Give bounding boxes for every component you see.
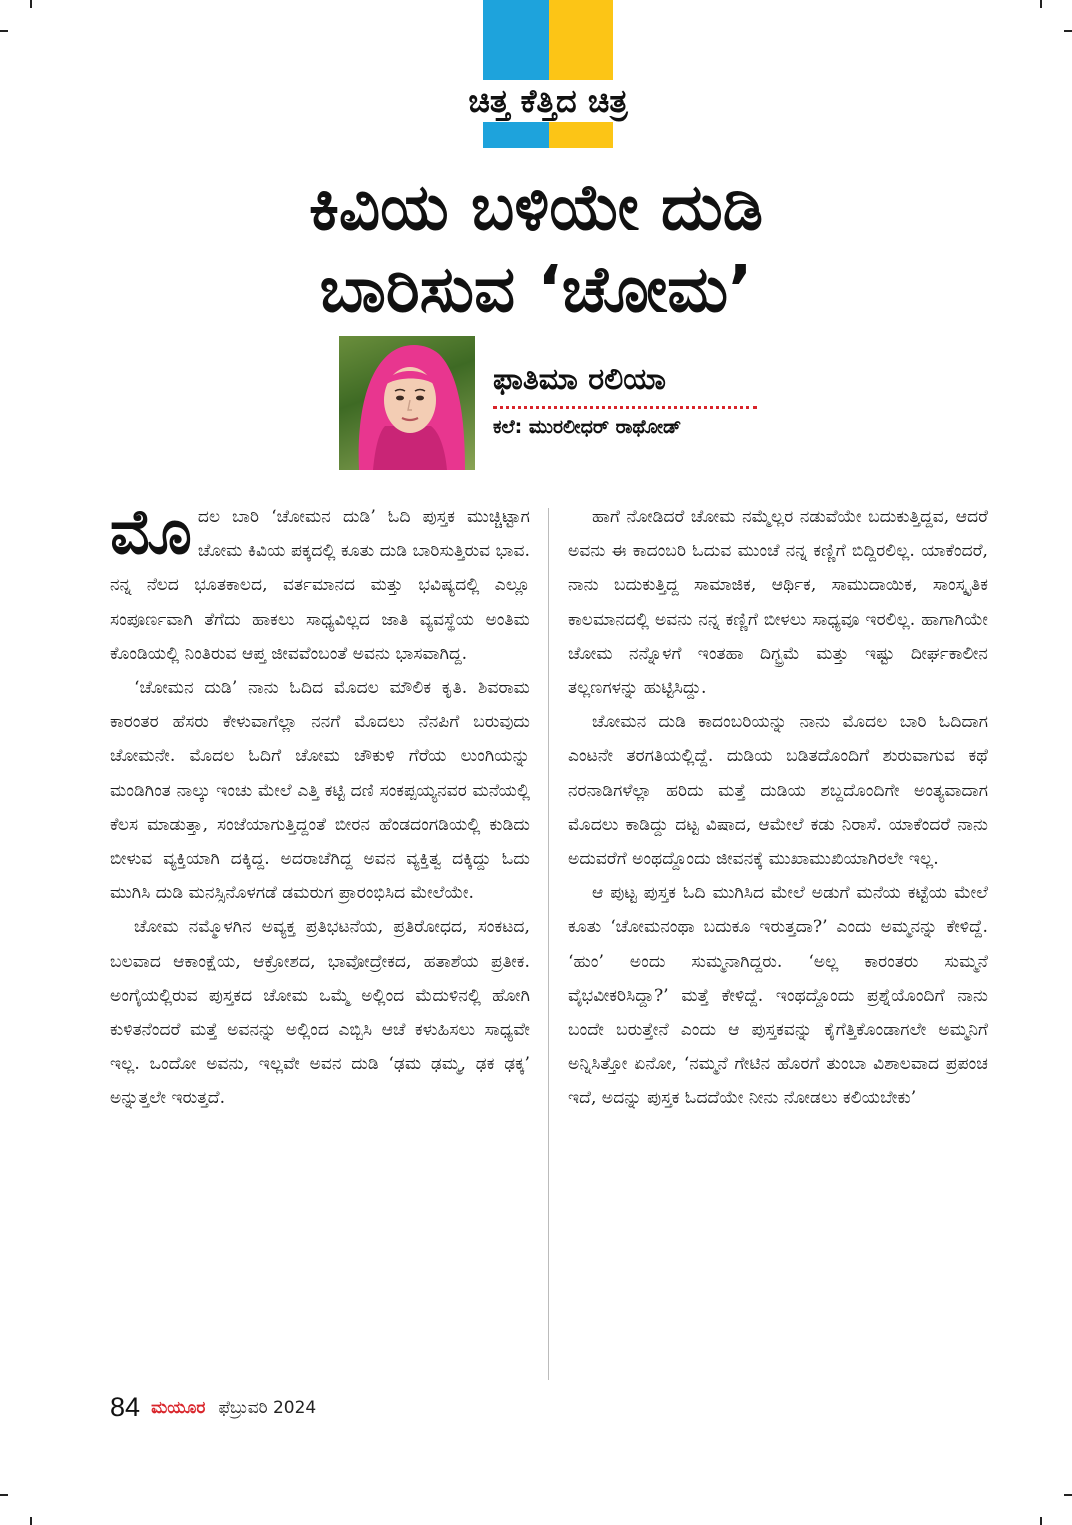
crop-mark: [30, 1517, 32, 1525]
crop-mark: [0, 1494, 8, 1496]
article-paragraph: ‘ಚೋಮನ ದುಡಿ’ ನಾನು ಓದಿದ ಮೊದಲ ಮೌಲಿಕ ಕೃತಿ. ಶಿವರಾಮ ಕಾರಂತರ ಹೆಸರು ಕೇಳುವಾಗೆಲ್ಲಾ ನನಗೆ ಮೊದಲು ನೆನಪಿಗೆ ಬರುವುದು ಚೋಮನೇ. ಮೊದಲ ಓದಿಗೆ ಚೋಮ ಚೌಕುಳಿ ಗೆರೆಯ ಲುಂಗಿಯನ್ನು ಮಂಡಿಗಿಂತ ನಾಲ್ಕು ಇಂಚು ಮೇಲೆ ಎತ್ತಿ ಕಟ್ಟಿ ದಣಿ ಸಂಕಪ್ಪಯ್ಯನವರ ಮನೆಯಲ್ಲಿ ಕೆಲಸ ಮಾಡುತ್ತಾ, ಸಂಜೆಯಾಗುತ್ತಿದ್ದಂತೆ ಬೀರನ ಹೆಂಡದಂಗಡಿಯಲ್ಲಿ ಕುಡಿದು ಬೀಳುವ ವ್ಯಕ್ತಿಯಾಗಿ ದಕ್ಕಿದ್ದ. ಅದರಾಚೆಗಿದ್ದ ಅವನ ವ್ಯಕ್ತಿತ್ವ ದಕ್ಕಿದ್ದು ಓದು ಮುಗಿಸಿ ದುಡಿ ಮನಸ್ಸಿನೊಳಗಡೆ ಡಮರುಗ ಪ್ರಾರಂಭಿಸಿದ ಮೇಲೆಯೇ.: [110, 678, 530, 904]
drop-cap: ಮೊ: [110, 495, 192, 568]
article-paragraph: ಚೋಮ ನಮ್ಮೊಳಗಿನ ಅವ್ಯಕ್ತ ಪ್ರತಿಭಟನೆಯ, ಪ್ರತಿರೋಧದ, ಸಂಕಟದ, ಬಲವಾದ ಆಕಾಂಕ್ಷೆಯ, ಆಕ್ರೋಶದ, ಭಾವೋದ್ರೇಕದ, ಹತಾಶೆಯ ಪ್ರತೀಕ. ಅಂಗೈಯಲ್ಲಿರುವ ಪುಸ್ತಕದ ಚೋಮ ಒಮ್ಮೆ ಅಲ್ಲಿಂದ ಮೆದುಳಿನಲ್ಲಿ ಹೋಗಿ ಕುಳಿತನೆಂದರೆ ಮತ್ತೆ ಅವನನ್ನು ಅಲ್ಲಿಂದ ಎಬ್ಬಿಸಿ ಆಚೆ ಕಳುಹಿಸಲು ಸಾಧ್ಯವೇ ಇಲ್ಲ. ಒಂದೋ ಅವನು, ಇಲ್ಲವೇ ಅವನ ದುಡಿ ‘ಢಮ ಢಮ್ಮ, ಢಕ ಢಕ್ಕ’ ಅನ್ನುತ್ತಲೇ ಇರುತ್ತದೆ.: [110, 917, 530, 1109]
page-number: 84: [110, 1392, 141, 1422]
portrait-photo-icon: [339, 336, 475, 470]
byline-divider: [493, 406, 757, 409]
section-label: ಚಿತ್ತ ಕೆತ್ತಿದ ಚಿತ್ರ: [436, 80, 660, 122]
yellow-color-block: [549, 0, 613, 148]
crop-mark: [1040, 1517, 1042, 1525]
article-paragraph: ಚೋಮನ ದುಡಿ ಕಾದಂಬರಿಯನ್ನು ನಾನು ಮೊದಲ ಬಾರಿ ಓದಿದಾಗ ಎಂಟನೇ ತರಗತಿಯಲ್ಲಿದ್ದೆ. ದುಡಿಯ ಬಡಿತದೊಂದಿಗೆ ಶುರುವಾಗುವ ಕಥೆ ನರನಾಡಿಗಳೆಲ್ಲಾ ಹರಿದು ಮತ್ತೆ ದುಡಿಯ ಶಬ್ದದೊಂದಿಗೇ ಅಂತ್ಯವಾದಾಗ ಮೊದಲು ಕಾಡಿದ್ದು ದಟ್ಟ ವಿಷಾದ, ಆಮೇಲೆ ಕಡು ನಿರಾಸೆ. ಯಾಕೆಂದರೆ ನಾನು ಅದುವರೆಗೆ ಅಂಥದ್ದೊಂದು ಜೀವನಕ್ಕೆ ಮುಖಾಮುಖಿಯಾಗಿರಲೇ ಇಲ್ಲ.: [568, 712, 988, 870]
article-column-right: [568, 500, 988, 1116]
paragraph-text: ದಲ ಬಾರಿ ‘ಚೋಮನ ದುಡಿ’ ಓದಿ ಪುಸ್ತಕ ಮುಚ್ಚಿಟ್ಟಾಗ ಚೋಮ ಕಿವಿಯ ಪಕ್ಕದಲ್ಲಿ ಕೂತು ದುಡಿ ಬಾರಿಸುತ್ತಿರುವ ಭಾವ. ನನ್ನ ನೆಲದ ಭೂತಕಾಲದ, ವರ್ತಮಾನದ ಮತ್ತು ಭವಿಷ್ಯದಲ್ಲಿ ಎಲ್ಲೂ ಸಂಪೂರ್ಣವಾಗಿ ತೆಗೆದು ಹಾಕಲು ಸಾಧ್ಯವಿಲ್ಲದ ಜಾತಿ ವ್ಯವಸ್ಥೆಯ ಅಂತಿಮ ಕೊಂಡಿಯಲ್ಲಿ ನಿಂತಿರುವ ಆಪ್ತ ಜೀವವೆಂಬಂತೆ ಅವನು ಭಾಸವಾಗಿದ್ದ.: [110, 507, 530, 664]
crop-mark: [0, 30, 8, 32]
headline-line-1: ಕಿವಿಯ ಬಳಿಯೇ ದುಡಿ: [308, 171, 764, 245]
article-paragraph: ಹಾಗೆ ನೋಡಿದರೆ ಚೋಮ ನಮ್ಮೆಲ್ಲರ ನಡುವೆಯೇ ಬದುಕುತ್ತಿದ್ದವ, ಆದರೆ ಅವನು ಈ ಕಾದಂಬರಿ ಓದುವ ಮುಂಚೆ ನನ್ನ ಕಣ್ಣಿಗೆ ಬಿದ್ದಿರಲಿಲ್ಲ. ಯಾಕೆಂದರೆ, ನಾನು ಬದುಕುತ್ತಿದ್ದ ಸಾಮಾಜಿಕ, ಆರ್ಥಿಕ, ಸಾಮುದಾಯಿಕ, ಸಾಂಸ್ಕೃತಿಕ ಕಾಲಮಾನದಲ್ಲಿ ಅವನು ನನ್ನ ಕಣ್ಣಿಗೆ ಬೀಳಲು ಸಾಧ್ಯವೂ ಇರಲಿಲ್ಲ. ಹಾಗಾಗಿಯೇ ಚೋಮ ನನ್ನೊಳಗೆ ಇಂತಹಾ ದಿಗ್ಭ್ರಮೆ ಮತ್ತು ಇಷ್ಟು ದೀರ್ಘಕಾಲೀನ ತಲ್ಲಣಗಳನ್ನು ಹುಟ್ಟಿಸಿದ್ದು.: [568, 507, 988, 699]
article-column-left: [110, 495, 530, 1116]
page-footer: [110, 1392, 316, 1428]
crop-mark: [1064, 1494, 1072, 1496]
author-photo: [339, 336, 475, 470]
author-name: ಫಾತಿಮಾ ರಲಿಯಾ: [493, 362, 666, 397]
column-divider: [548, 508, 549, 1380]
crop-mark: [1064, 30, 1072, 32]
crop-mark: [1040, 0, 1042, 8]
magazine-logo: ಮಯೂರ: [151, 1397, 206, 1418]
article-paragraph: [110, 495, 530, 671]
article-paragraph: ಆ ಪುಟ್ಟ ಪುಸ್ತಕ ಓದಿ ಮುಗಿಸಿದ ಮೇಲೆ ಅಡುಗೆ ಮನೆಯ ಕಟ್ಟೆಯ ಮೇಲೆ ಕೂತು ‘ಚೋಮನಂಥಾ ಬದುಕೂ ಇರುತ್ತದಾ?’ ಎಂದು ಅಮ್ಮನನ್ನು ಕೇಳಿದ್ದೆ. ‘ಹುಂ’ ಅಂದು ಸುಮ್ಮನಾಗಿದ್ದರು. ‘ಅಲ್ಲ ಕಾರಂತರು ಸುಮ್ಮನೆ ವೈಭವೀಕರಿಸಿದ್ದಾ?’ ಮತ್ತೆ ಕೇಳಿದ್ದೆ. ಇಂಥದ್ದೊಂದು ಪ್ರಶ್ನೆಯೊಂದಿಗೆ ನಾನು ಬಂದೇ ಬರುತ್ತೇನೆ ಎಂದು ಆ ಪುಸ್ತಕವನ್ನು ಕೈಗೆತ್ತಿಕೊಂಡಾಗಲೇ ಅಮ್ಮನಿಗೆ ಅನ್ನಿಸಿತ್ತೋ ಏನೋ, ‘ನಮ್ಮನೆ ಗೇಟಿನ ಹೊರಗೆ ತುಂಬಾ ವಿಶಾಲವಾದ ಪ್ರಪಂಚ ಇದೆ, ಅದನ್ನು ಪುಸ್ತಕ ಓದದೆಯೇ ನೀನು ನೋಡಲು ಕಲಿಯಬೇಕು’: [568, 883, 988, 1109]
headline-line-2: ಬಾರಿಸುವ ‘ಚೋಮ’: [319, 253, 753, 327]
issue-date: ಫೆಬ್ರುವರಿ 2024: [218, 1397, 317, 1418]
blue-color-block: [483, 0, 549, 148]
illustration-credit: ಕಲೆ: ಮುರಲೀಧರ್ ರಾಥೋಡ್: [493, 416, 682, 438]
crop-mark: [30, 0, 32, 8]
